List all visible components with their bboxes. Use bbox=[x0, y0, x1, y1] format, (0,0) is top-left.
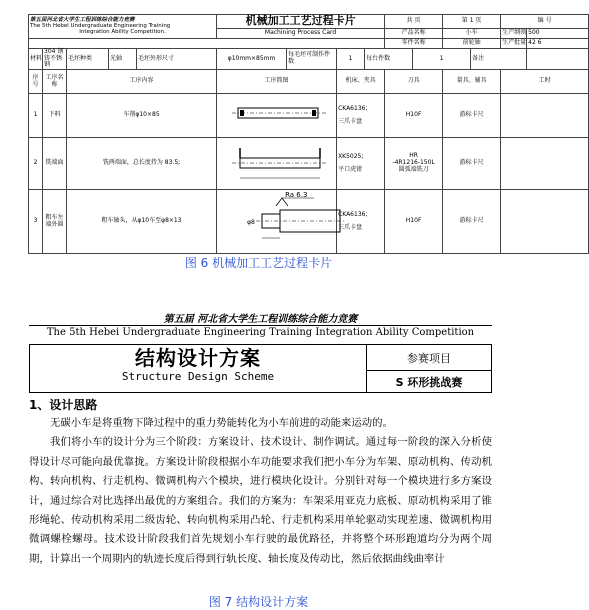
table-row: 2 铣端面 铣两端面，总长度持为 83.5; XK5025; 平口虎钳 HR -4R1216-150L 圆弧端铣刀 游标卡尺 bbox=[29, 138, 589, 190]
competition-title-cn: 第五届 河北省大学生工程训练综合能力竞赛 bbox=[163, 314, 358, 325]
card-page-no: 第 1 页 bbox=[443, 15, 501, 29]
part-name-label: 零件名称 bbox=[385, 38, 443, 48]
product-name-label: 产品名称 bbox=[385, 28, 443, 38]
project-label: 参赛项目 bbox=[367, 345, 492, 371]
figure-6-caption: 图 6 机械加工工艺过程卡片 bbox=[184, 256, 333, 270]
plan-title-block bbox=[29, 344, 492, 393]
production-program-value: 500 bbox=[527, 28, 589, 38]
batch-label: 生产批量 bbox=[501, 38, 527, 48]
card-title-en: Machining Process Card bbox=[217, 28, 385, 38]
card-title: 机械加工工艺过程卡片 bbox=[217, 15, 385, 29]
plan-title-cn: 结构设计方案 bbox=[135, 346, 261, 370]
table-row: 1 下料 车削φ10×85 CKA6136; 三爪卡盘 H10F 游标卡尺 bbox=[29, 94, 589, 138]
card-total-pages: 共 页 bbox=[385, 15, 443, 29]
design-body bbox=[29, 414, 492, 592]
process-card-table bbox=[28, 14, 589, 254]
sketch-3 bbox=[217, 190, 337, 254]
table-row: 3 粗车左端外圆 粗车轴头，从φ10车至φ8×13 Ra 6.3 φ8 CKA6136; 三爪卡盘 H10F 游标卡尺 bbox=[29, 190, 589, 254]
part-name-value: 前轮轴 bbox=[443, 38, 501, 48]
production-program-label: 生产纲领 bbox=[501, 28, 527, 38]
column-header-row: 序号 工序名称 工序内容 工序简图 机床、夹具 刀具 量具、辅具 工时 bbox=[29, 70, 589, 94]
card-number: 编 号 bbox=[501, 15, 589, 29]
roughness-label: Ra 6.3 bbox=[285, 191, 308, 200]
project-value: S 环形挑战赛 bbox=[367, 371, 492, 393]
paragraph: 无碳小车是将重物下降过程中的重力势能转化为小车前进的动能来运动的。 bbox=[50, 417, 393, 429]
shaft-sketch bbox=[218, 138, 368, 186]
diameter-label: φ8 bbox=[247, 219, 255, 227]
plan-title-en: Structure Design Scheme bbox=[121, 370, 275, 383]
competition-title-en: The 5th Hebei Undergraduate Engineering Training Integration Ability Competition bbox=[46, 327, 475, 338]
card-competition: 第五届河北省大学生工程训练综合能力竞赛 The 5th Hebei Undergraduate Engineering Training Integration Ability Competition. bbox=[29, 15, 217, 39]
material-row: 材料 304 钢铸不锈钢 毛坯种类 光轴 毛坯外形尺寸 φ10mm×85mm 每毛坯可制作件数 1 每台件数 1 备注 bbox=[29, 48, 589, 70]
batch-value: 42 6 bbox=[527, 38, 589, 48]
shaft-sketch bbox=[218, 94, 368, 134]
paragraph: 我们将小车的设计分为三个阶段：方案设计、技术设计、制作调试。通过每一阶段的深入分析使得设计尽可能向最优靠拢。方案设计阶段根据小车功能要求我们把小车分为车架、原动机构、传动机构、转向机构、行走机构、微调机构六个模块，进行模块化设计。分别针对每一个模块进行多方案设计，通过综合对比选择出最优的方案组合。我们的方案为：车架采用亚克力底板、原动机构采用了锥形绳轮、传动机构采用二级齿轮、转向机构采用凸轮、行走机构采用单轮驱动实现差速、微调机构用微调螺栓螺母。技术设计阶段我们首先规划小车行驶的最优路径，并将整个环形跑道均分为两个周期，计算出一个周期内的轨迹长度后得到行轨长度、轴长度及传动比，然后依据曲线曲率计 bbox=[29, 436, 492, 565]
shaft-sketch bbox=[218, 190, 368, 250]
sketch-2 bbox=[217, 138, 337, 190]
product-name-value: 小车 bbox=[443, 28, 501, 38]
sketch-1 bbox=[217, 94, 337, 138]
section-heading: 1、设计思路 bbox=[29, 398, 98, 412]
header-rule bbox=[29, 325, 492, 326]
figure-7-caption: 图 7 结构设计方案 bbox=[208, 595, 309, 609]
process-card bbox=[28, 14, 552, 250]
